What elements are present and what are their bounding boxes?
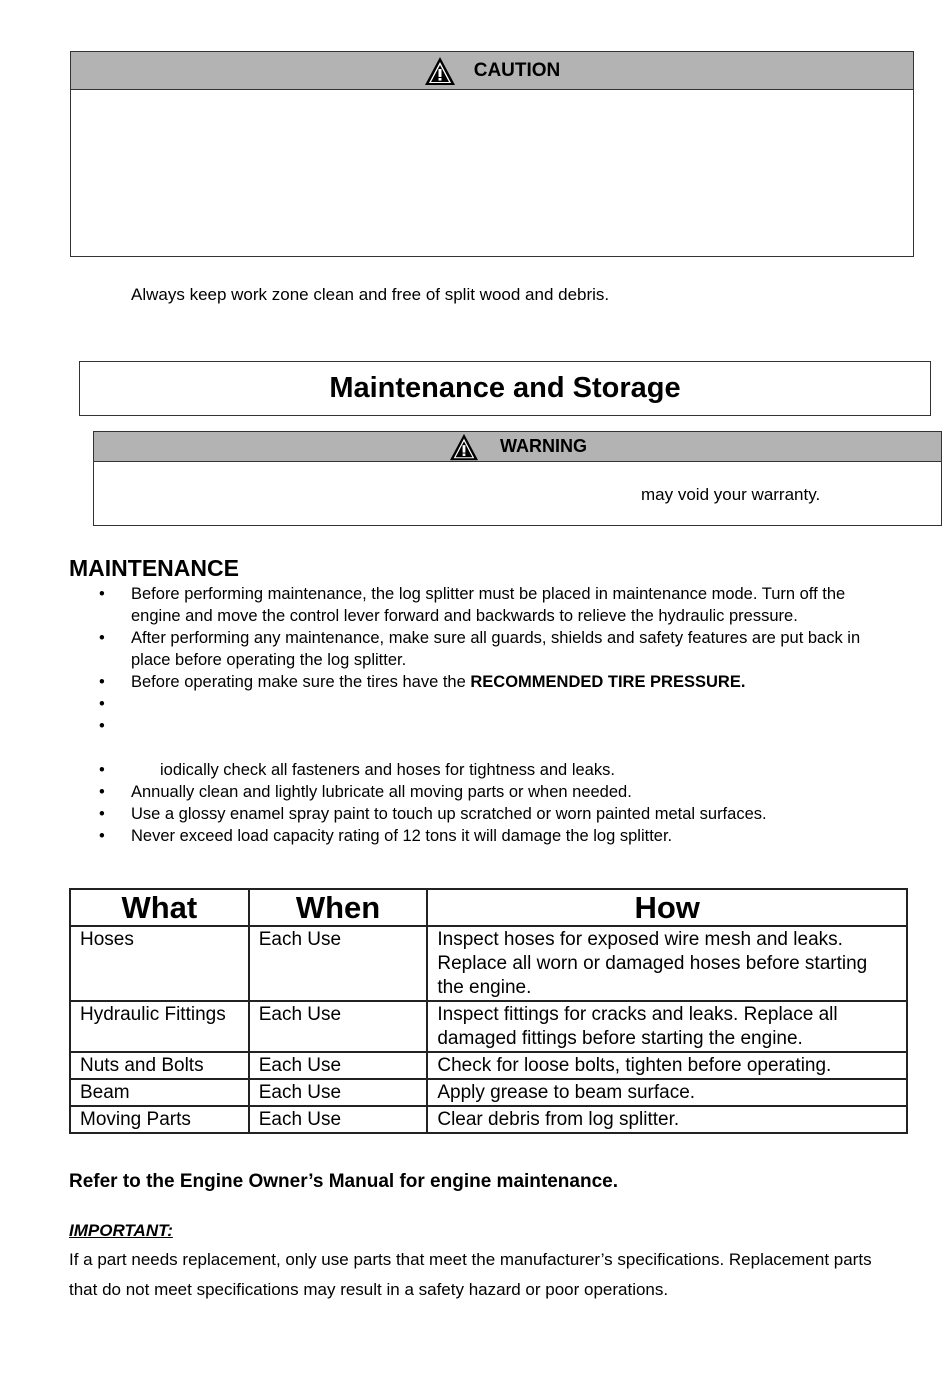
warning-label: WARNING: [500, 436, 587, 456]
list-item-text: Before operating make sure the tires have the: [131, 673, 471, 691]
bullet-dot: •: [99, 673, 105, 691]
important-label: IMPORTANT:: [69, 1221, 173, 1240]
warning-triangle-icon: [448, 433, 480, 461]
list-item: [69, 693, 899, 715]
bullet-dot: •: [99, 695, 105, 713]
warning-text: may void your warranty.: [641, 485, 821, 504]
column-header-how: How: [427, 889, 907, 926]
caution-box: [70, 51, 914, 257]
work-zone-text: Always keep work zone clean and free of split wood and debris.: [131, 285, 610, 304]
table-cell: Inspect hoses for exposed wire mesh and leaks. Replace all worn or damaged hoses before starting the engine.: [427, 926, 907, 1001]
table-cell: Each Use: [249, 1079, 428, 1106]
list-item: [69, 759, 899, 781]
bullet-dot: •: [99, 827, 105, 845]
bullet-dot: •: [99, 761, 105, 779]
table-cell: Each Use: [249, 1052, 428, 1079]
caution-label: CAUTION: [473, 59, 561, 81]
bullet-dot: •: [99, 805, 105, 823]
table-cell: Clear debris from log splitter.: [427, 1106, 907, 1133]
table-cell: Check for loose bolts, tighten before operating.: [427, 1052, 907, 1079]
section-title-text: Maintenance and Storage: [329, 372, 681, 404]
list-item-text: Annually clean and lightly lubricate all moving parts or when needed.: [131, 783, 632, 801]
table-row: [70, 1106, 907, 1133]
bullet-dot: •: [99, 585, 105, 603]
table-cell: Inspect fittings for cracks and leaks. Replace all damaged fittings before starting the engine.: [427, 1001, 907, 1052]
list-item: [69, 781, 899, 803]
list-item-bold-text: RECOMMENDED TIRE PRESSURE.: [470, 673, 746, 691]
list-item: [69, 715, 899, 759]
list-item-text: Use a glossy enamel spray paint to touch up scratched or worn painted metal surfaces.: [131, 805, 767, 823]
table-row: [70, 1079, 907, 1106]
table-cell: Hoses: [70, 926, 249, 1001]
table-cell: Apply grease to beam surface.: [427, 1079, 907, 1106]
list-item-text: Before performing maintenance, the log splitter must be placed in maintenance mode. Turn off the engine and move the control lever forward and backwards to relieve the hydraulic pressure.: [131, 585, 846, 625]
replacement-parts-note: If a part needs replacement, only use parts that meet the manufacturer’s specifications. Replacement parts that do not meet specifications may result in a safety hazard or poor operations.: [69, 1250, 872, 1299]
warning-box: [93, 431, 942, 526]
list-item-text: After performing any maintenance, make sure all guards, shields and safety features are put back in place before operating the log splitter.: [131, 629, 861, 669]
list-item: [69, 583, 899, 627]
bullet-dot: •: [99, 629, 105, 647]
table-cell: Each Use: [249, 926, 428, 1001]
table-row: [70, 926, 907, 1001]
maintenance-schedule-table: [69, 888, 908, 1134]
list-item: [69, 627, 899, 671]
column-header-when: When: [249, 889, 428, 926]
warning-triangle-icon: [424, 56, 456, 86]
table-row: [70, 1052, 907, 1079]
list-item-text: iodically check all fasteners and hoses for tightness and leaks.: [160, 761, 615, 779]
engine-manual-note: Refer to the Engine Owner’s Manual for engine maintenance.: [69, 1171, 618, 1192]
maintenance-list: [69, 583, 899, 847]
table-cell: Hydraulic Fittings: [70, 1001, 249, 1052]
bullet-dot: •: [99, 783, 105, 801]
list-item: [69, 803, 899, 825]
list-item: [69, 671, 899, 693]
table-cell: Each Use: [249, 1106, 428, 1133]
table-cell: Moving Parts: [70, 1106, 249, 1133]
bullet-dot: •: [99, 717, 105, 735]
table-cell: Nuts and Bolts: [70, 1052, 249, 1079]
caution-header: [71, 52, 913, 90]
warning-header: [94, 432, 941, 462]
column-header-what: What: [70, 889, 249, 926]
table-header-row: [70, 889, 907, 926]
table-row: [70, 1001, 907, 1052]
table-cell: Beam: [70, 1079, 249, 1106]
maintenance-heading: MAINTENANCE: [69, 555, 239, 581]
section-title: [79, 361, 931, 416]
table-cell: Each Use: [249, 1001, 428, 1052]
list-item-text: Never exceed load capacity rating of 12 tons it will damage the log splitter.: [131, 827, 673, 845]
list-item: [69, 825, 899, 847]
